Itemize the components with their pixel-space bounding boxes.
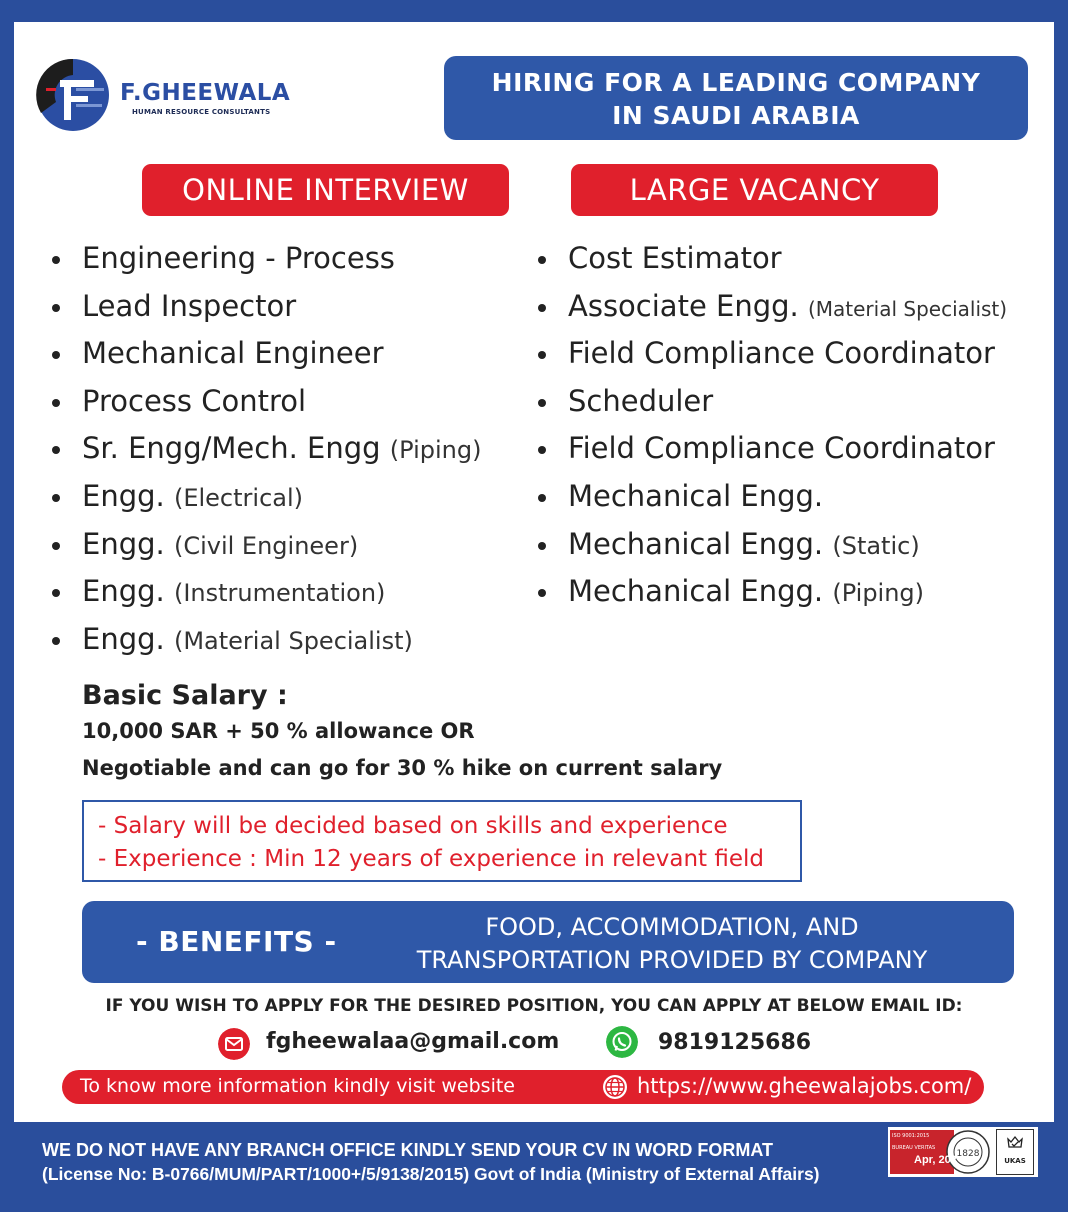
- globe-icon: [602, 1074, 628, 1100]
- benefits-text: [352, 911, 992, 977]
- list-item: [538, 526, 1007, 578]
- benefits-banner: [82, 901, 1014, 983]
- headline-line1: HIRING FOR A LEADING COMPANY: [491, 68, 981, 97]
- headline-line2: IN SAUDI ARABIA: [612, 101, 860, 130]
- list-item: [538, 478, 1007, 530]
- contact-phone[interactable]: 9819125686: [658, 1030, 812, 1055]
- website-prompt: To know more information kindly visit website: [80, 1075, 515, 1097]
- list-item: [538, 288, 1008, 340]
- list-item: [538, 383, 1007, 435]
- job-title: Engg.: [82, 526, 165, 561]
- list-item: [52, 383, 481, 435]
- job-qualifier: (Civil Engineer): [173, 531, 359, 560]
- job-qualifier: (Electrical): [173, 483, 304, 512]
- footer-notice: WE DO NOT HAVE ANY BRANCH OFFICE KINDLY SEND YOUR CV IN WORD FORMAT: [42, 1140, 774, 1160]
- list-item: [52, 336, 481, 387]
- footer-license: (License No: B-0766/MUM/PART/1000+/5/9138/2015) Govt of India (Ministry of External Affairs): [42, 1164, 820, 1184]
- job-qualifier: (Instrumentation): [173, 579, 386, 608]
- salary-notes-box: [82, 800, 802, 882]
- brand-name: F.GHEEWALA: [120, 80, 291, 106]
- note-item: - Experience : Min 12 years of experience in relevant field: [98, 846, 764, 872]
- bureau-text: BUREAU VERITAS: [892, 1145, 936, 1151]
- list-item: [538, 574, 1007, 625]
- benefits-label: - BENEFITS -: [136, 925, 337, 958]
- salary-line-1: 10,000 SAR + 50 % allowance OR: [82, 719, 475, 743]
- job-qualifier: (Material Specialist): [173, 626, 413, 655]
- salary-line-2: Negotiable and can go for 30 % hike on current salary: [82, 756, 723, 780]
- job-title: Mechanical Engg.: [568, 478, 824, 513]
- brand-tagline: HUMAN RESOURCE CONSULTANTS: [132, 108, 271, 116]
- job-qualifier: (Piping): [389, 436, 482, 465]
- job-title: Engg.: [82, 621, 165, 656]
- ukas-text: UKAS: [1004, 1157, 1026, 1165]
- job-qualifier: (Piping): [832, 579, 925, 608]
- job-title: Engg.: [82, 574, 165, 609]
- benefits-line2: TRANSPORTATION PROVIDED BY COMPANY: [416, 946, 928, 974]
- job-title: Associate Engg.: [568, 288, 799, 323]
- svg-text:1828: 1828: [956, 1149, 980, 1159]
- list-item: [538, 431, 1007, 482]
- job-title: Mechanical Engg.: [568, 526, 824, 561]
- company-logo-icon: [36, 58, 110, 132]
- job-title: Scheduler: [568, 383, 714, 418]
- job-list-right: [538, 241, 1008, 625]
- benefits-line1: FOOD, ACCOMMODATION, AND: [485, 913, 859, 941]
- list-item: [52, 288, 481, 340]
- whatsapp-icon: [606, 1026, 638, 1058]
- note-item: - Salary will be decided based on skills and experience: [98, 813, 728, 839]
- list-item: [52, 431, 482, 482]
- job-list-left: [52, 241, 482, 672]
- job-title: Field Compliance Coordinator: [568, 336, 995, 371]
- list-item: [52, 574, 481, 625]
- job-title: Field Compliance Coordinator: [568, 431, 995, 466]
- website-url-link[interactable]: https://www.gheewalajobs.com/: [637, 1074, 972, 1098]
- large-vacancy-pill: LARGE VACANCY: [571, 164, 938, 216]
- job-title: Engineering - Process: [82, 241, 395, 275]
- online-interview-pill: ONLINE INTERVIEW: [142, 164, 509, 216]
- list-item: [52, 526, 481, 578]
- hiring-headline: [444, 56, 1028, 140]
- salary-title: Basic Salary :: [82, 680, 288, 711]
- job-title: Mechanical Engineer: [82, 336, 384, 371]
- list-item: [52, 241, 481, 292]
- cert-date: Apr, 202: [914, 1154, 957, 1166]
- iso-text: ISO 9001:2015: [892, 1133, 930, 1139]
- job-title: Lead Inspector: [82, 288, 297, 323]
- job-title: Mechanical Engg.: [568, 574, 824, 609]
- list-item: [538, 336, 1007, 387]
- apply-instruction: IF YOU WISH TO APPLY FOR THE DESIRED POSITION, YOU CAN APPLY AT BELOW EMAIL ID:: [105, 996, 963, 1016]
- bureau-veritas-seal-icon: [944, 1129, 992, 1175]
- job-title: Sr. Engg/Mech. Engg: [82, 431, 381, 466]
- list-item: [538, 241, 1007, 292]
- ukas-badge: [996, 1129, 1034, 1175]
- job-title: Process Control: [82, 383, 307, 418]
- mail-icon: [218, 1028, 250, 1060]
- list-item: [52, 478, 481, 530]
- crown-check-icon: [1005, 1133, 1025, 1153]
- contact-email[interactable]: fgheewalaa@gmail.com: [266, 1029, 560, 1054]
- job-qualifier: (Static): [832, 531, 920, 560]
- job-title: Cost Estimator: [568, 241, 782, 275]
- certification-badges: [888, 1127, 1038, 1177]
- website-bar: [62, 1070, 984, 1104]
- job-title: Engg.: [82, 478, 165, 513]
- job-qualifier: (Material Specialist): [807, 296, 1008, 321]
- list-item: [52, 621, 481, 673]
